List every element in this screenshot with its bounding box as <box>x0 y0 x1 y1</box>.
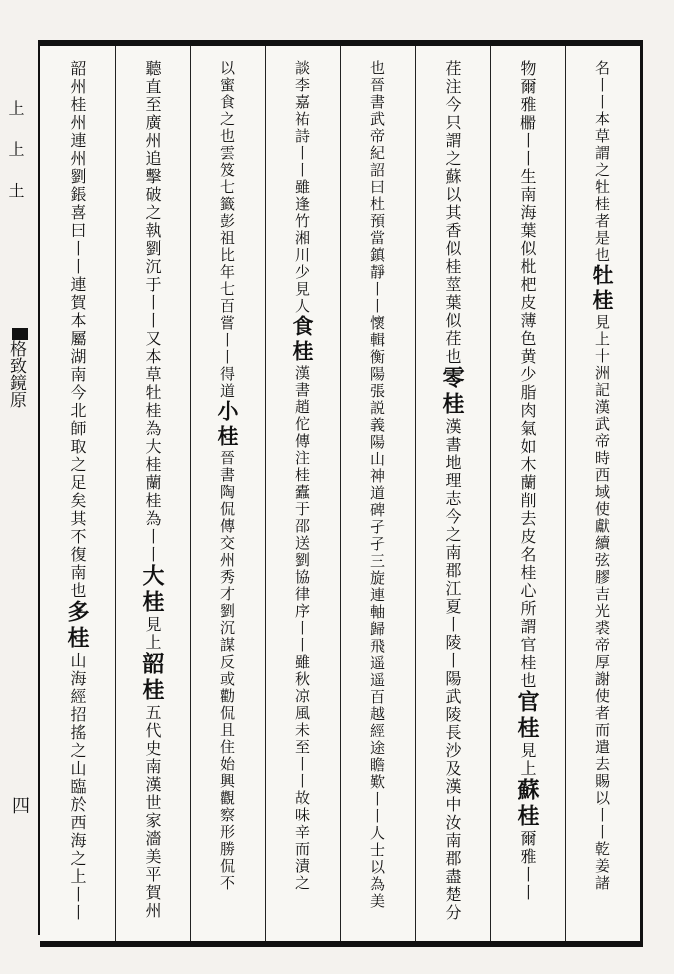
entry-heading: 蘇桂 <box>514 778 540 830</box>
entry-heading: 韶桂 <box>139 652 165 704</box>
entry-heading: 食桂 <box>290 315 315 365</box>
text-block <box>40 40 643 947</box>
column-rule <box>490 46 491 941</box>
text-column <box>431 60 473 922</box>
entry-text: 見上十洲記漢武帝時西域使獻續弦膠吉光裘帝厚謝使者而遣去賜以丨丨乾姜諸 <box>593 314 611 892</box>
column-rule <box>190 46 191 941</box>
page-gutter <box>0 40 41 935</box>
entry-heading: 多桂 <box>64 600 90 652</box>
text-column <box>581 60 623 892</box>
text-column <box>506 60 548 902</box>
entry-text: 爾雅丨丨 <box>518 830 537 902</box>
gutter-black-block <box>12 328 28 340</box>
column-rule <box>340 46 341 941</box>
entry-heading: 官桂 <box>514 690 540 742</box>
gutter-top-marks: 上 上 土 <box>6 100 25 209</box>
text-column <box>281 60 323 892</box>
entry-text: 聽直至廣州追擊破之執劉沉于丨丨又本草牡桂為大桂蘭桂為丨丨 <box>143 60 162 564</box>
entry-heading: 零桂 <box>439 366 465 418</box>
entry-text: 以蜜食之也雲笈七籤彭祖比年七百嘗丨丨得道 <box>218 60 236 400</box>
entry-text: 談李嘉祐詩丨丨雖逢竹湘川少見人 <box>293 60 311 315</box>
entry-text: 見上 <box>518 742 537 778</box>
gutter-book-title: 格致鏡原 <box>6 340 26 408</box>
text-column <box>356 60 398 910</box>
column-rule <box>415 46 416 941</box>
text-column <box>56 60 98 922</box>
entry-heading: 大桂 <box>139 564 165 616</box>
entry-text: 名丨丨本草謂之牡桂者是也 <box>593 60 611 264</box>
column-rule <box>265 46 266 941</box>
entry-text: 也晉書武帝紀詔曰杜預當鎮靜丨丨懷輯衡陽張説義陽山神道碑孑孑三旋連軸歸飛遥遥百越經途瞻歎丨丨人士以為美 <box>368 60 386 910</box>
entry-text: 漢書地理志今之南郡江夏丨陵丨陽武陵長沙及漢中汝南郡盡楚分 <box>443 418 462 922</box>
text-column <box>131 60 173 920</box>
column-rule <box>565 46 566 941</box>
entry-heading: 牡桂 <box>590 264 615 314</box>
entry-text: 晉書陶侃傳交州秀才劉沉謀反或勸侃且住始興觀察形勝侃不 <box>218 450 236 892</box>
entry-text: 五代史南漢世家濇美平賀州 <box>143 704 162 920</box>
entry-text: 韶州桂州連州劉鋹喜曰丨丨連賀本屬湖南今北師取之足矣其不復南也 <box>68 60 87 600</box>
entry-text: 物爾雅𣝗丨丨生南海葉似枇杷皮薄色黄少脂肉氣如木蘭削去皮名桂心所謂官桂也 <box>518 60 537 690</box>
entry-text: 見上 <box>143 616 162 652</box>
page-number: 四 <box>9 796 30 814</box>
text-column <box>206 60 248 892</box>
entry-heading: 小桂 <box>215 400 240 450</box>
entry-text: 荏注今只謂之蘇以其香似桂莖葉似荏也 <box>443 60 462 366</box>
column-rule <box>115 46 116 941</box>
entry-text: 漢書趙佗傳注桂蠹于邵送劉協律序丨丨雖秋凉風未至丨丨故味辛而漬之 <box>293 365 311 892</box>
entry-text: 山海經招搖之山臨於西海之上丨丨 <box>68 652 87 922</box>
